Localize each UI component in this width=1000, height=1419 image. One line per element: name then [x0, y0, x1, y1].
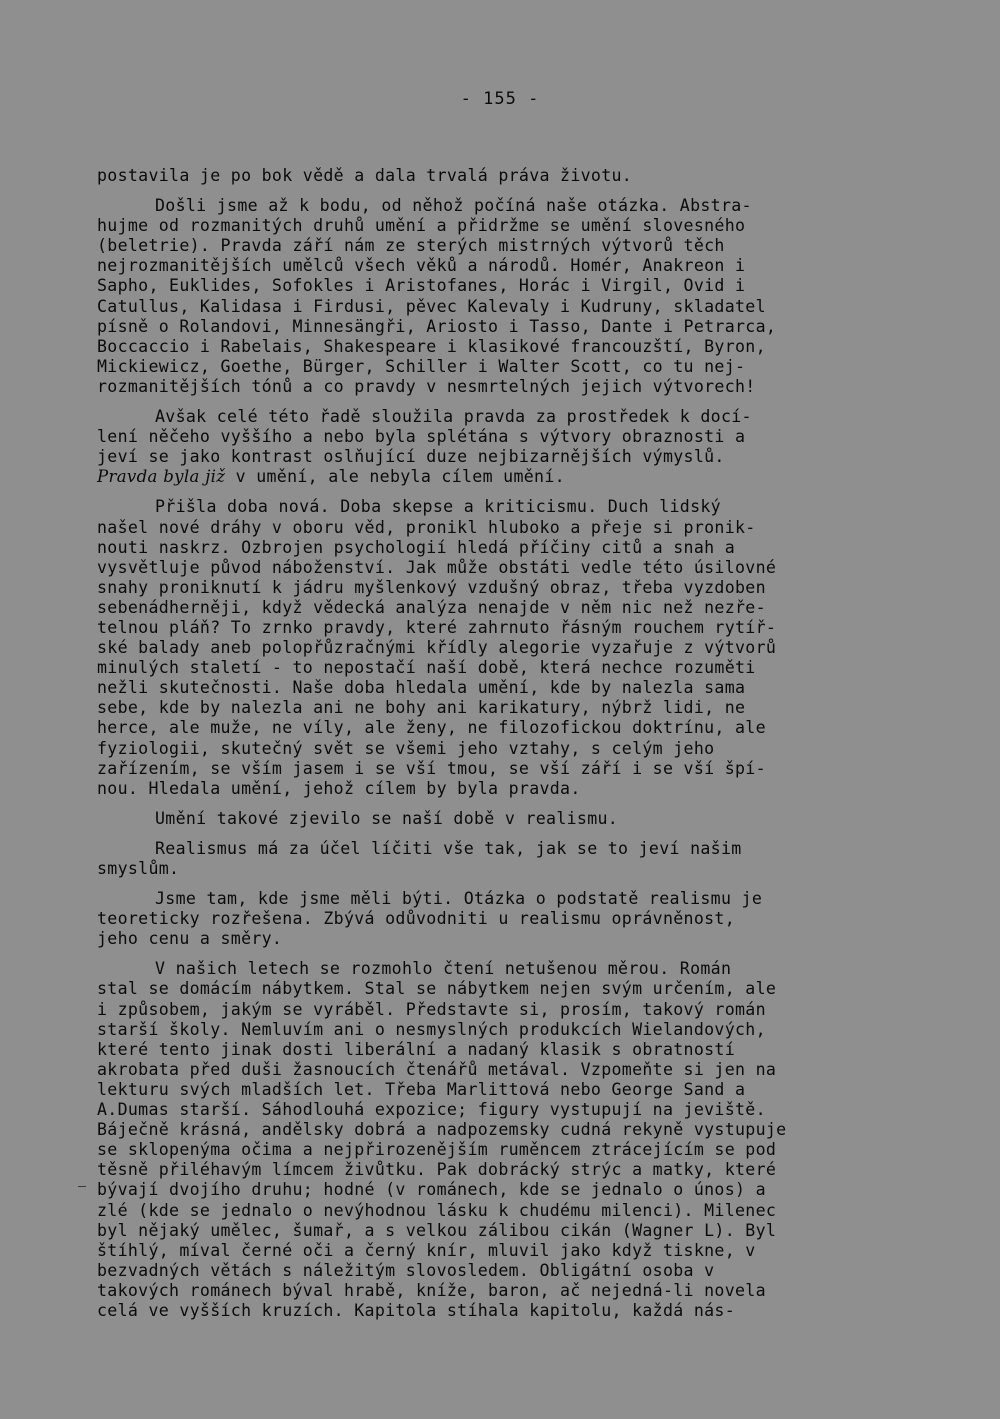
- paragraph-8: [97, 959, 907, 1321]
- text-line: A.Dumas starší. Sáhodlouhá expozice; figury vystupují na jeviště.: [97, 1100, 766, 1120]
- text-line: (beletrie). Pravda září nám ze sterých mistrných výtvorů těch: [97, 236, 725, 256]
- text-line: nouti naskrz. Ozbrojen psychologií hledá příčiny citů a snah a: [97, 537, 735, 557]
- text-line: Došli jsme až k bodu, od něhož počíná naše otázka. Abstra-: [155, 196, 752, 216]
- text-line: zařízením, se vším jasem i se vší tmou, se vší září i se vší špí-: [97, 758, 766, 778]
- text-line: vysvětluje původ náboženství. Jak může obstáti vedle této úsilovné: [97, 557, 777, 577]
- text-line: zlé (kde se jednalo o nevýhodnou lásku k chudému milenci). Milenec: [97, 1200, 777, 1220]
- text-line: našel nové dráhy v oboru věd, pronikl hluboko a přeje si pronik-: [97, 517, 756, 537]
- text-line: nou. Hledala umění, jehož cílem by byla pravda.: [97, 778, 581, 798]
- page-number: - 155 -: [460, 89, 540, 109]
- text-line: nežli skutečnosti. Naše doba hledala umění, kde by nalezla sama: [97, 678, 746, 698]
- text-line: rozmanitějších tónů a co pravdy v nesmrtelných jejich výtvorech!: [97, 376, 756, 396]
- text-line: stal se domácím nábytkem. Stal se nábytkem nejen svým určením, ale: [97, 979, 777, 999]
- body-text: [97, 166, 907, 1331]
- text-line: štíhlý, míval černé oči a černý knír, mluvil jako když tiskne, v: [97, 1240, 756, 1260]
- text-line: telnou pláň? To zrnko pravdy, které zahrnuto řásným rouchem rytíř-: [97, 617, 777, 637]
- text-line: snahy proniknutí k jádru myšlenkový vzdušný obraz, třeba vyzdoben: [97, 577, 766, 597]
- text-line: písně o Rolandovi, Minnesängři, Ariosto i Tasso, Dante i Petrarca,: [97, 316, 777, 336]
- text-line: celá ve vyšších kruzích. Kapitola stíhala kapitolu, každá nás-: [97, 1300, 735, 1320]
- text-line: V našich letech se rozmohlo čtení netušenou měrou. Román: [155, 959, 732, 979]
- text-line: které tento jinak dosti liberální a nadaný klasik s obratností: [97, 1039, 735, 1059]
- text-line: se sklopenýma očima a nejpřirozenějším ruměncem ztrácejícím se pod: [97, 1140, 777, 1160]
- text-line: Umění takové zjevilo se naší době v realismu.: [155, 808, 619, 828]
- text-line: Avšak celé této řadě sloužila pravda za prostředek k docí-: [155, 407, 752, 427]
- text-line: takových románech býval hrabě, kníže, baron, ač nejedná-li novela: [97, 1280, 766, 1300]
- text-line: postavila je po bok vědě a dala trvalá práva životu.: [97, 166, 633, 185]
- text-fragment: v umění, ale nebyla cílem umění.: [225, 467, 565, 487]
- text-line: lekturu svých mladších let. Třeba Marlittová nebo George Sand a: [97, 1079, 746, 1099]
- text-line: akrobata před duši žasnoucích čtenářů metával. Vzpomeňte si jen na: [97, 1059, 777, 1079]
- text-line: Catullus, Kalidasa i Firdusi, pěvec Kalevaly i Kudruny, skladatel: [97, 296, 766, 316]
- text-line: lení něčeho vyššího a nebo byla splétána s výtvory obraznosti a: [97, 427, 746, 447]
- text-line: bezvadných větách s náležitým slovosledem. Obligátní osoba v: [97, 1260, 715, 1280]
- text-line: herce, ale muže, ne víly, ale ženy, ne filozofickou doktrínu, ale: [97, 718, 766, 738]
- text-line: těsně přiléhavým límcem živůtku. Pak dobrácký strýc a matky, které: [97, 1160, 777, 1180]
- text-line: i způsobem, jakým se vyráběl. Představte si, prosím, takový román: [97, 999, 766, 1019]
- paragraph-6: [97, 839, 907, 879]
- text-line: Přišla doba nová. Doba skepse a kriticismu. Duch lidský: [155, 497, 721, 517]
- paragraph-7: [97, 889, 907, 949]
- margin-mark: [78, 1186, 86, 1187]
- text-line: Boccaccio i Rabelais, Shakespeare i klasikové francouzští, Byron,: [97, 336, 766, 356]
- text-line: ské balady aneb polopřůzračnými křídly alegorie vyzařuje z výtvorů: [97, 638, 777, 658]
- text-line: Mickiewicz, Goethe, Bürger, Schiller i Walter Scott, co tu nej-: [97, 356, 746, 376]
- text-line: starší školy. Nemluvím ani o nesmyslných produkcích Wielandových,: [97, 1019, 766, 1039]
- text-line: hujme od rozmanitých druhů umění a přidržme se umění slovesného: [97, 216, 746, 236]
- text-line: sebenádherněji, když vědecká analýza nenajde v něm nic než nezře-: [97, 597, 766, 617]
- text-line: Jsme tam, kde jsme měli býti. Otázka o podstatě realismu je: [155, 889, 763, 909]
- text-line: Sapho, Euklides, Sofokles i Aristofanes, Horác i Virgil, Ovid i: [97, 276, 746, 296]
- text-line: bývají dvojího druhu; hodné (v románech, kde se jednalo o únos) a: [97, 1180, 766, 1200]
- text-line: byl nějaký umělec, šumař, a s velkou zálibou cikán (Wagner L). Byl: [97, 1220, 777, 1240]
- paragraph-1: [97, 166, 907, 186]
- text-line: nejrozmanitějších umělců všech věků a národů. Homér, Anakreon i: [97, 256, 746, 276]
- text-line: jeví se jako kontrast oslňující duze nejbizarnějších výmyslů.: [97, 447, 725, 467]
- paragraph-2: [97, 196, 907, 397]
- text-line: teoreticky rozřešena. Zbývá odůvodniti u realismu oprávněnost,: [97, 909, 735, 929]
- text-line: Realismus má za účel líčiti vše tak, jak se to jeví našim: [155, 838, 742, 858]
- text-line: Báječně krásná, andělsky dobrá a nadpozemsky cudná rekyně vystupuje: [97, 1120, 787, 1140]
- text-line: jeho cenu a směry.: [97, 929, 283, 949]
- text-line: smyslům.: [97, 859, 180, 878]
- text-line: minulých staletí - to nepostačí naší době, která nechce rozuměti: [97, 658, 756, 678]
- paragraph-3: [97, 407, 907, 487]
- paragraph-4: [97, 497, 907, 798]
- text-line: fyziologii, skutečný svět se všemi jeho vztahy, s celým jeho: [97, 738, 715, 758]
- text-line: sebe, kde by nalezla ani ne bohy ani karikatury, nýbrž lidi, ne: [97, 698, 746, 718]
- paragraph-5: [97, 809, 907, 829]
- text-line: [97, 467, 907, 487]
- italic-phrase: Pravda byla již: [97, 467, 226, 487]
